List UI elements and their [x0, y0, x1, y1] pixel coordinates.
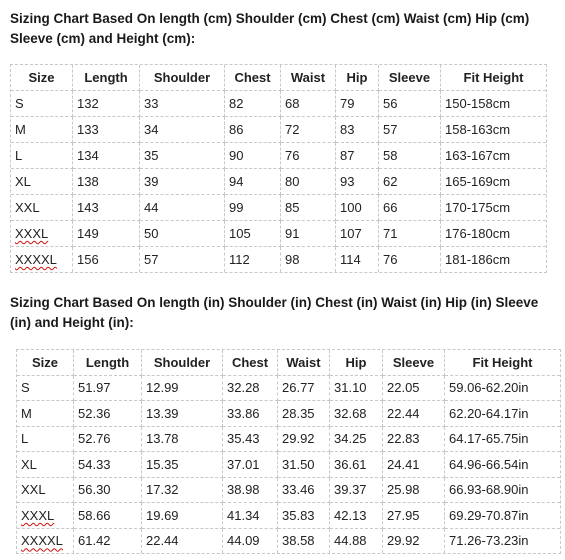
cell-hip: 100 [336, 195, 379, 221]
column-header-size: Size [11, 65, 73, 91]
cell-size: L [17, 427, 74, 453]
cell-fit-height: 71.26-73.23in [449, 533, 529, 549]
cell-fit-height: 150-158cm [441, 91, 546, 117]
cell-size: XL [17, 452, 74, 478]
column-header-waist: Waist [278, 350, 330, 376]
column-header-shoulder: Shoulder [142, 350, 223, 376]
cell-length: 133 [73, 117, 140, 143]
cell-fit-height: 158-163cm [441, 117, 546, 143]
cell-waist: 29.92 [278, 427, 330, 453]
cell-chest: 32.28 [223, 376, 278, 402]
cell-chest: 112 [225, 247, 281, 272]
cell-waist: 38.58 [278, 529, 330, 554]
cell-sleeve: 58 [379, 143, 441, 169]
cell-hip: 114 [336, 247, 379, 272]
cell-size: XL [11, 169, 73, 195]
cell-sleeve: 76 [379, 247, 441, 272]
cell-waist: 72 [281, 117, 336, 143]
cell-waist: 35.83 [278, 503, 330, 529]
cell-size: XXL [17, 478, 74, 504]
sizing-chart-in-title: Sizing Chart Based On length (in) Shoulder (in) Chest (in) Waist (in) Hip (in) Sleeve (in) and Height (in): [10, 295, 539, 330]
column-header-sleeve: Sleeve [379, 65, 441, 91]
cell-shoulder: 13.39 [142, 401, 223, 427]
cell-waist: 91 [281, 221, 336, 247]
cell-waist: 31.50 [278, 452, 330, 478]
table-row [17, 503, 560, 529]
table-row [17, 478, 560, 504]
cell-size: M [11, 117, 73, 143]
cell-chest: 44.09 [223, 529, 278, 554]
cell-sleeve: 57 [379, 117, 441, 143]
cell-length: 54.33 [74, 452, 142, 478]
cell-fit-height: 64.96-66.54in [445, 452, 560, 478]
cell-shoulder: 17.32 [142, 478, 223, 504]
column-header-waist: Waist [281, 65, 336, 91]
cell-waist: 98 [281, 247, 336, 272]
cell-size: S [17, 376, 74, 402]
sizing-table-in-header [17, 350, 560, 376]
table-row [11, 143, 546, 169]
cell-length: 149 [73, 221, 140, 247]
table-row [11, 117, 546, 143]
cell-sleeve: 22.05 [383, 376, 445, 402]
cell-chest: 38.98 [223, 478, 278, 504]
cell-shoulder: 12.99 [142, 376, 223, 402]
sizing-table-cm-body [11, 91, 546, 272]
cell-waist: 80 [281, 169, 336, 195]
sizing-table-cm-wrapper [10, 64, 547, 273]
cell-size [17, 503, 74, 529]
cell-length: 52.76 [74, 427, 142, 453]
cell-shoulder: 22.44 [142, 529, 223, 554]
cell-sleeve: 22.44 [383, 401, 445, 427]
cell-shoulder: 35 [140, 143, 225, 169]
cell-shoulder: 15.35 [142, 452, 223, 478]
cell-shoulder: 44 [140, 195, 225, 221]
cell-shoulder: 39 [140, 169, 225, 195]
cell-sleeve: 29.92 [383, 529, 445, 554]
cell-hip: 93 [336, 169, 379, 195]
cell-fit-height: 69.29-70.87in [445, 503, 560, 529]
table-row [17, 376, 560, 402]
table-row [11, 91, 546, 117]
spellcheck-flagged-text: XXXL [15, 226, 49, 241]
table-row [17, 427, 560, 453]
cell-chest: 35.43 [223, 427, 278, 453]
cell-sleeve: 25.98 [383, 478, 445, 504]
cell-length: 61.42 [74, 529, 142, 554]
cell-hip: 36.61 [330, 452, 383, 478]
cell-chest: 86 [225, 117, 281, 143]
cell-hip: 39.37 [330, 478, 383, 504]
cell-length: 132 [73, 91, 140, 117]
cell-length: 56.30 [74, 478, 142, 504]
cell-hip: 44.88 [330, 529, 383, 554]
cell-hip: 34.25 [330, 427, 383, 453]
cell-size: S [11, 91, 73, 117]
cell-hip: 32.68 [330, 401, 383, 427]
cell-fit-height: 170-175cm [441, 195, 546, 221]
sizing-table-in-wrapper [16, 349, 561, 554]
cell-length: 134 [73, 143, 140, 169]
cell-length: 51.97 [74, 376, 142, 402]
cell-hip: 83 [336, 117, 379, 143]
cell-waist: 68 [281, 91, 336, 117]
column-header-fit-height: Fit Height [441, 65, 546, 91]
column-header-hip: Hip [336, 65, 379, 91]
cell-size [11, 221, 73, 247]
table-row [11, 247, 546, 272]
cell-shoulder: 34 [140, 117, 225, 143]
cell-chest: 82 [225, 91, 281, 117]
cell-sleeve: 66 [379, 195, 441, 221]
column-header-hip: Hip [330, 350, 383, 376]
column-header-length: Length [74, 350, 142, 376]
column-header-chest: Chest [223, 350, 278, 376]
spellcheck-flagged-text: XXXL [21, 507, 55, 523]
cell-length: 156 [73, 247, 140, 272]
cell-waist: 28.35 [278, 401, 330, 427]
cell-shoulder: 13.78 [142, 427, 223, 453]
cell-chest: 90 [225, 143, 281, 169]
sizing-table-in-body [17, 376, 560, 554]
cell-fit-height: 165-169cm [441, 169, 546, 195]
cell-chest: 37.01 [223, 452, 278, 478]
sizing-table-cm [10, 64, 547, 273]
cell-fit-height: 163-167cm [441, 143, 546, 169]
table-row [17, 529, 560, 554]
cell-size: M [17, 401, 74, 427]
cell-hip: 79 [336, 91, 379, 117]
sizing-table-cm-header [11, 65, 546, 91]
cell-length: 58.66 [74, 503, 142, 529]
cell-hip: 87 [336, 143, 379, 169]
cell-fit-height: 66.93-68.90in [445, 478, 560, 504]
cell-size [11, 247, 73, 272]
cell-shoulder: 57 [140, 247, 225, 272]
cell-shoulder: 50 [140, 221, 225, 247]
column-header-sleeve: Sleeve [383, 350, 445, 376]
cell-waist: 85 [281, 195, 336, 221]
cell-sleeve: 22.83 [383, 427, 445, 453]
table-row [11, 195, 546, 221]
cell-waist: 26.77 [278, 376, 330, 402]
header-row [11, 65, 546, 91]
table-row [17, 401, 560, 427]
cell-length: 138 [73, 169, 140, 195]
cell-fit-height: 59.06-62.20in [445, 376, 560, 402]
cell-size: L [11, 143, 73, 169]
column-header-size: Size [17, 350, 74, 376]
cell-sleeve: 27.95 [383, 503, 445, 529]
cell-waist: 76 [281, 143, 336, 169]
column-header-shoulder: Shoulder [140, 65, 225, 91]
header-row [17, 350, 560, 376]
cell-hip: 107 [336, 221, 379, 247]
cell-size: XXL [11, 195, 73, 221]
cell-length: 52.36 [74, 401, 142, 427]
table-row [17, 452, 560, 478]
cell-chest: 41.34 [223, 503, 278, 529]
cell-fit-height: 181-186cm [445, 252, 511, 267]
cell-hip: 31.10 [330, 376, 383, 402]
cell-fit-height: 176-180cm [441, 221, 546, 247]
sizing-chart-cm-title: Sizing Chart Based On length (cm) Shoulder (cm) Chest (cm) Waist (cm) Hip (cm) Sleeve (cm) and Height (cm): [10, 11, 530, 46]
cell-sleeve: 56 [379, 91, 441, 117]
cell-chest: 94 [225, 169, 281, 195]
cell-sleeve: 24.41 [383, 452, 445, 478]
cell-sleeve: 62 [379, 169, 441, 195]
cell-waist: 33.46 [278, 478, 330, 504]
column-header-length: Length [73, 65, 140, 91]
cell-shoulder: 33 [140, 91, 225, 117]
spellcheck-flagged-text: XXXXL [21, 533, 63, 549]
cell-chest: 105 [225, 221, 281, 247]
cell-chest: 99 [225, 195, 281, 221]
table-row [11, 221, 546, 247]
table-row [11, 169, 546, 195]
cell-fit-height: 62.20-64.17in [445, 401, 560, 427]
cell-sleeve: 71 [379, 221, 441, 247]
cell-length: 143 [73, 195, 140, 221]
cell-shoulder: 19.69 [142, 503, 223, 529]
cell-hip: 42.13 [330, 503, 383, 529]
sizing-table-in [16, 349, 561, 554]
column-header-fit-height: Fit Height [445, 350, 560, 376]
cell-size [17, 529, 74, 554]
column-header-chest: Chest [225, 65, 281, 91]
cell-fit-height: 64.17-65.75in [445, 427, 560, 453]
cell-chest: 33.86 [223, 401, 278, 427]
spellcheck-flagged-text: XXXXL [15, 252, 57, 267]
